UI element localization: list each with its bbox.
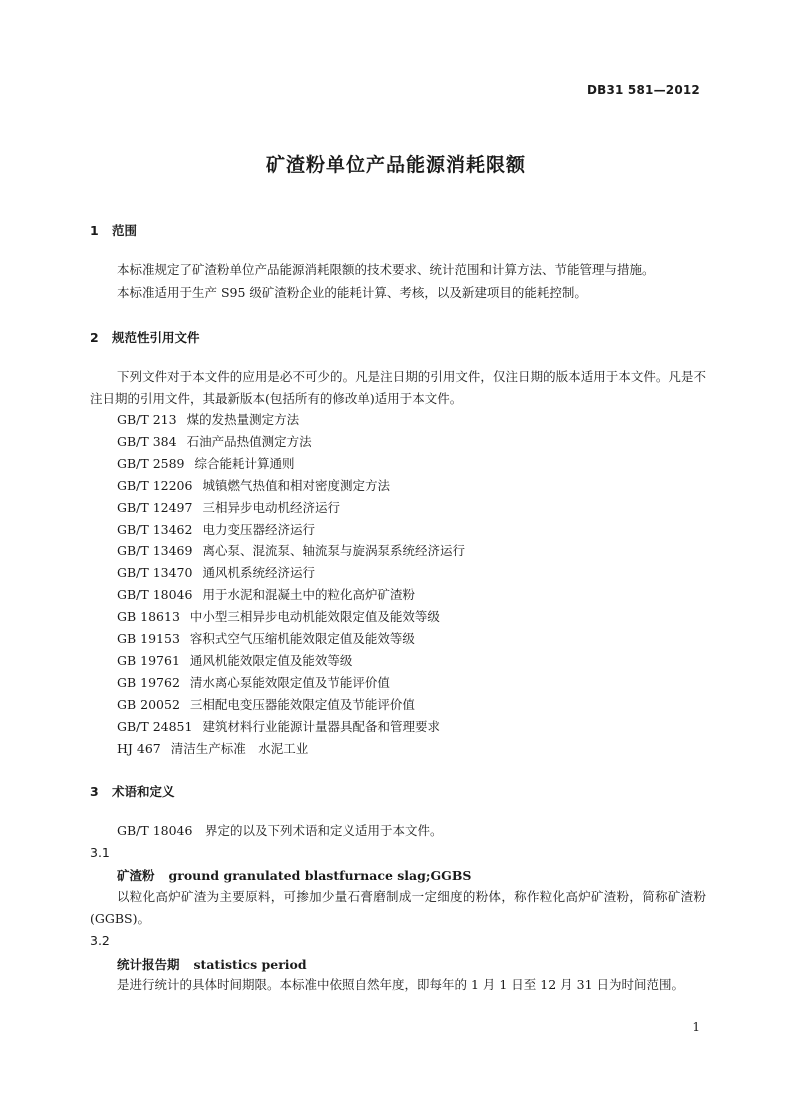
section-number: 1	[90, 223, 99, 238]
reference-item	[117, 431, 465, 453]
section-3-heading	[90, 782, 175, 800]
reference-name: 石油产品热值测定方法	[186, 433, 312, 449]
reference-code: GB/T 13470	[117, 565, 193, 581]
reference-item	[117, 453, 465, 475]
scope-paragraph-2: 本标准适用于生产 S95 级矿渣粉企业的能耗计算、考核，以及新建项目的能耗控制。	[117, 285, 587, 300]
term-definition: 是进行统计的具体时间期限。本标准中依照自然年度，即每年的 1 月 1 日至 12 月 31 日为时间范围。	[117, 977, 685, 992]
reference-code: GB 20052	[117, 696, 180, 712]
reference-name: 建筑材料行业能源计量器具配备和管理要求	[202, 718, 440, 734]
section-number: 3	[90, 784, 99, 799]
clause-number: 3.1	[90, 845, 110, 860]
reference-code: GB/T 2589	[117, 455, 185, 471]
section-title: 范围	[112, 223, 138, 238]
section-title: 术语和定义	[112, 784, 175, 799]
reference-name: 清水离心泵能效限定值及节能评价值	[189, 674, 390, 690]
term-chinese: 矿渣粉	[117, 868, 155, 883]
reference-item	[117, 716, 465, 738]
page-number: 1	[692, 1020, 700, 1034]
reference-name: 通风机系统经济运行	[202, 565, 315, 581]
reference-code: GB/T 384	[117, 433, 177, 449]
reference-name: 清洁生产标准 水泥工业	[170, 740, 309, 756]
section-1-heading	[90, 221, 137, 239]
reference-code: GB 19153	[117, 631, 180, 647]
section-title: 规范性引用文件	[112, 330, 200, 345]
term-chinese: 统计报告期	[117, 957, 180, 972]
reference-list	[117, 409, 465, 760]
reference-code: GB/T 12206	[117, 477, 193, 493]
reference-name: 城镇燃气热值和相对密度测定方法	[202, 477, 390, 493]
standard-code: DB31 581—2012	[586, 83, 700, 97]
reference-item	[117, 519, 465, 541]
terms-intro: GB/T 18046 界定的以及下列术语和定义适用于本文件。	[117, 823, 443, 838]
reference-code: GB/T 24851	[117, 718, 193, 734]
reference-item	[117, 738, 465, 760]
reference-name: 中小型三相异步电动机能效限定值及能效等级	[189, 609, 440, 625]
clause-number: 3.2	[90, 933, 110, 948]
term-entry	[117, 866, 471, 884]
reference-item	[117, 694, 465, 716]
reference-code: HJ 467	[117, 740, 161, 756]
reference-name: 用于水泥和混凝土中的粒化高炉矿渣粉	[202, 587, 415, 603]
reference-item	[117, 606, 465, 628]
term-entry	[117, 955, 307, 973]
reference-code: GB/T 13462	[117, 521, 193, 537]
reference-item	[117, 540, 465, 562]
reference-name: 离心泵、混流泵、轴流泵与旋涡泵系统经济运行	[202, 543, 465, 559]
reference-item	[117, 409, 465, 431]
references-intro: 下列文件对于本文件的应用是必不可少的。凡是注日期的引用文件，仅注日期的版本适用于本文件。凡是不注日期的引用文件，其最新版本(包括所有的修改单)适用于本文件。	[90, 369, 706, 406]
term-definition: 以粒化高炉矿渣为主要原料，可掺加少量石膏磨制成一定细度的粉体，称作粒化高炉矿渣粉，简称矿渣粉(GGBS)。	[90, 889, 706, 926]
scope-paragraph-1: 本标准规定了矿渣粉单位产品能源消耗限额的技术要求、统计范围和计算方法、节能管理与措施。	[117, 262, 655, 277]
reference-code: GB/T 213	[117, 412, 177, 427]
reference-code: GB/T 18046	[117, 587, 193, 603]
reference-item	[117, 562, 465, 584]
reference-name: 通风机能效限定值及能效等级	[189, 652, 353, 668]
reference-item	[117, 497, 465, 519]
reference-item	[117, 650, 465, 672]
reference-name: 三相异步电动机经济运行	[202, 499, 340, 515]
reference-code: GB 18613	[117, 609, 180, 625]
section-number: 2	[90, 330, 99, 345]
reference-item	[117, 672, 465, 694]
term-english: ground granulated blastfurnace slag;GGBS	[168, 868, 472, 883]
reference-code: GB/T 13469	[117, 543, 193, 559]
reference-name: 容积式空气压缩机能效限定值及能效等级	[189, 631, 415, 647]
section-2-heading	[90, 328, 200, 346]
reference-name: 综合能耗计算通则	[194, 455, 295, 471]
term-english: statistics period	[193, 957, 307, 972]
reference-code: GB 19761	[117, 652, 180, 668]
reference-name: 三相配电变压器能效限定值及节能评价值	[189, 696, 415, 712]
document-title: 矿渣粉单位产品能源消耗限额	[265, 154, 526, 176]
reference-code: GB 19762	[117, 674, 180, 690]
reference-item	[117, 628, 465, 650]
reference-name: 煤的发热量测定方法	[186, 412, 300, 427]
reference-item	[117, 475, 465, 497]
reference-item	[117, 584, 465, 606]
reference-code: GB/T 12497	[117, 499, 193, 515]
reference-name: 电力变压器经济运行	[202, 521, 315, 537]
